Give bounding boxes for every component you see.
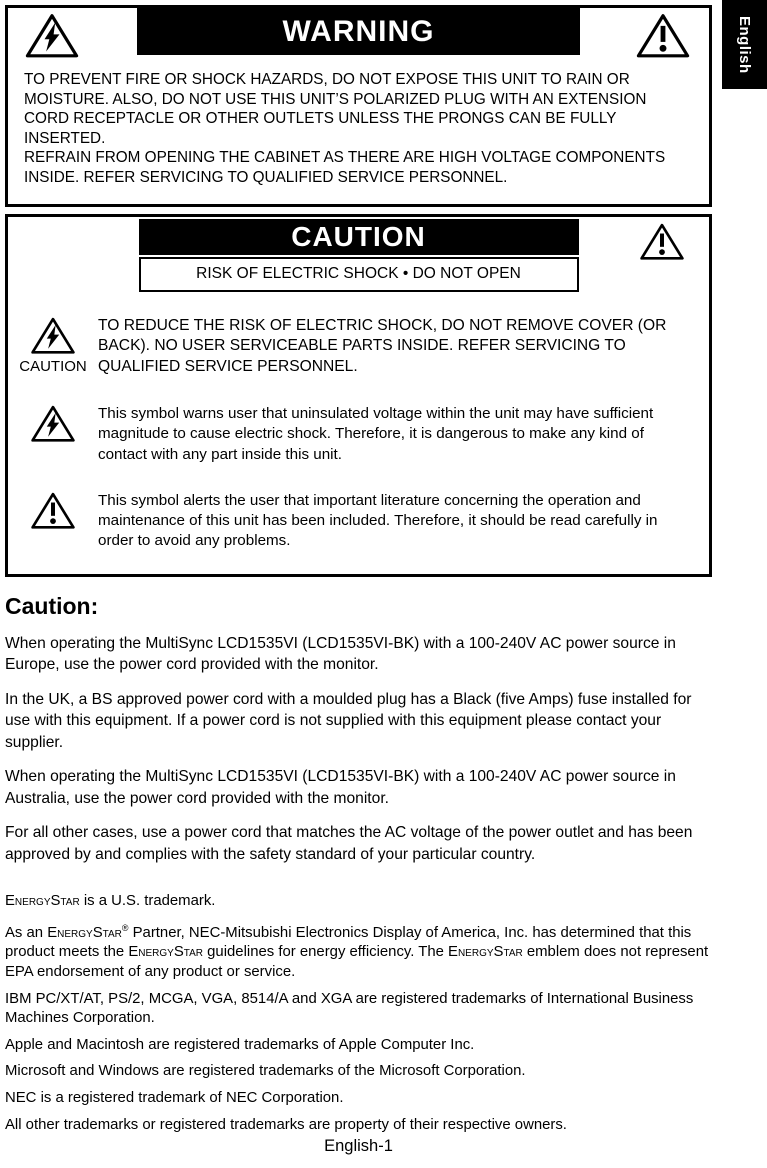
warning-header <box>8 8 709 60</box>
alert-icon <box>30 491 76 530</box>
warning-text-2: REFRAIN FROM OPENING THE CABINET AS THERE ARE HIGH VOLTAGE COMPONENTS INSIDE. REFER SERVICING TO QUALIFIED SERVICE PERSONNEL. <box>24 149 666 186</box>
warning-text-1: TO PREVENT FIRE OR SHOCK HAZARDS, DO NOT EXPOSE THIS UNIT TO RAIN OR MOISTURE. ALSO, DO NOT USE THIS UNIT’S POLARIZED PLUG WITH AN EXTENSION CORD RECEPTACLE OR OTHER OUTLETS UNLESS THE PRONGS CAN BE FULLY INSERTED. <box>24 71 647 147</box>
high-voltage-icon <box>30 404 76 443</box>
caution-title: CAUTION <box>139 219 579 255</box>
language-tab <box>722 0 767 89</box>
caution-main-text: TO REDUCE THE RISK OF ELECTRIC SHOCK, DO NOT REMOVE COVER (OR BACK). NO USER SERVICEABLE PARTS INSIDE. REFER SERVICING TO QUALIFIED SERVICE PERSONNEL. <box>98 316 667 376</box>
high-voltage-icon <box>30 316 76 355</box>
caution-paragraph-australia: When operating the MultiSync LCD1535VI (LCD1535VI-BK) with a 100-240V AC power source in Australia, use the power cord provided with the monitor. <box>5 768 676 807</box>
high-voltage-icon <box>24 12 80 59</box>
voltage-symbol-row <box>8 404 709 465</box>
caution-main-row <box>8 316 709 378</box>
energystar-wordmark: EnergyStar <box>128 944 204 961</box>
trademark-line-others: All other trademarks or registered trademarks are property of their respective owners. <box>5 1116 567 1133</box>
caution-paragraph-other: For all other cases, use a power cord that matches the AC voltage of the power outlet and has been approved by and complies with the safety standard of your particular country. <box>5 824 693 863</box>
language-tab-label: English <box>736 15 753 74</box>
energystar-wordmark: EnergyStar <box>47 924 122 941</box>
alert-icon <box>635 12 691 59</box>
trademark-line-apple: Apple and Macintosh are registered trademarks of Apple Computer Inc. <box>5 1036 475 1053</box>
warning-body <box>8 60 709 204</box>
warning-title: WARNING <box>137 8 580 55</box>
caution-paragraph-europe: When operating the MultiSync LCD1535VI (LCD1535VI-BK) with a 100-240V AC power source in Europe, use the power cord provided with the monitor. <box>5 634 676 674</box>
caution-section-heading: Caution: <box>5 592 99 619</box>
caution-symbol-label: CAUTION <box>19 357 87 375</box>
page-footer: English-1 <box>324 1137 393 1155</box>
page-content <box>5 5 712 1142</box>
literature-symbol-text: This symbol alerts the user that important literature concerning the operation and maintenance of this unit has been included. Therefore, it should be read carefully in order to avoid any problems. <box>98 491 658 550</box>
voltage-symbol-text: This symbol warns user that uninsulated voltage within the unit may have sufficient magnitude to cause electric shock. Therefore, it is dangerous to make any kind of contact with any part inside this unit. <box>98 404 654 463</box>
trademark-line-microsoft: Microsoft and Windows are registered trademarks of the Microsoft Corporation. <box>5 1063 526 1080</box>
literature-symbol-row <box>8 491 709 552</box>
trademark-line-ibm: IBM PC/XT/AT, PS/2, MCGA, VGA, 8514/A and XGA are registered trademarks of International Business Machines Corporation. <box>5 990 694 1027</box>
alert-icon <box>639 222 685 261</box>
caution-paragraph-uk: In the UK, a BS approved power cord with a moulded plug has a Black (five Amps) fuse installed for use with this equipment. If a power cord is not supplied with this equipment please contact your supplier. <box>5 690 692 751</box>
caution-box <box>5 214 712 577</box>
registered-mark: ® <box>121 922 129 933</box>
risk-subtitle: RISK OF ELECTRIC SHOCK • DO NOT OPEN <box>139 257 579 292</box>
trademark-line-nec: NEC is a registered trademark of NEC Corporation. <box>5 1089 344 1106</box>
warning-box <box>5 5 712 207</box>
energystar-wordmark: EnergyStar <box>5 893 80 910</box>
voltage-symbol-column <box>8 404 98 465</box>
energystar-trademark-line: EnergyStar is a U.S. trademark. <box>5 893 216 910</box>
trademark-section <box>5 892 712 1135</box>
energystar-wordmark: EnergyStar <box>448 944 523 961</box>
literature-symbol-column <box>8 491 98 552</box>
energystar-partner-paragraph: As an EnergyStar® Partner, NEC-Mitsubishi Electronics Display of America, Inc. has determined that this product meets the EnergyStar guidelines for energy efficiency. The EnergyStar emblem does not represent EPA endorsement of any product or service. <box>5 922 709 980</box>
caution-symbol-column <box>8 316 98 378</box>
caution-header <box>8 217 709 292</box>
